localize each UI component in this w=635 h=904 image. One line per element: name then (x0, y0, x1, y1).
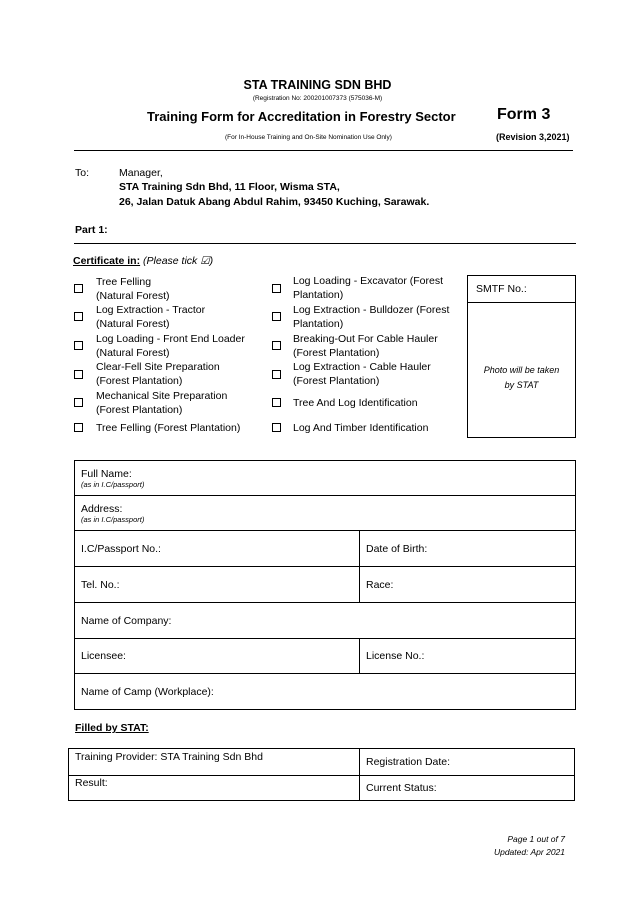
checkbox-log-extraction-tractor[interactable] (74, 312, 83, 321)
part-1-heading: Part 1: (75, 224, 108, 236)
option-breaking-out-cable: Breaking-Out For Cable Hauler (Forest Plantation) (293, 333, 438, 359)
form-title: Training Form for Accreditation in Forestry Sector (147, 109, 456, 124)
checkbox-log-timber-identification[interactable] (272, 423, 281, 432)
option-log-loading-front-end: Log Loading - Front End Loader (Natural Forest) (96, 333, 245, 359)
stat-table (68, 748, 575, 801)
header-divider (74, 150, 573, 151)
company-name-field[interactable]: Name of Company: (75, 603, 576, 639)
option-log-extraction-bulldozer: Log Extraction - Bulldozer (Forest Plantation) (293, 304, 450, 330)
registration-number: (Registration No: 200201007373 (575036-M) (252, 95, 383, 102)
use-note: (For In-House Training and On-Site Nomination Use Only) (225, 134, 392, 141)
tel-no-field[interactable]: Tel. No.: (75, 567, 360, 603)
certificate-label (73, 255, 213, 267)
option-log-extraction-tractor: Log Extraction - Tractor (Natural Forest) (96, 304, 206, 330)
option-tree-felling-natural: Tree Felling (Natural Forest) (96, 276, 170, 302)
option-mechanical-site: Mechanical Site Preparation (Forest Plantation) (96, 390, 228, 416)
checkbox-log-extraction-bulldozer[interactable] (272, 312, 281, 321)
page-number: Page 1 out of 7 (507, 834, 565, 844)
checkbox-breaking-out-cable[interactable] (272, 341, 281, 350)
certificate-hint: (Please tick ☑) (143, 255, 214, 267)
smtf-number-label: SMTF No.: (468, 276, 575, 303)
company-name: STA TRAINING SDN BHD (243, 78, 392, 92)
training-provider-field[interactable]: Training Provider: STA Training Sdn Bhd (69, 749, 360, 776)
photo-box (467, 275, 576, 438)
updated-date: Updated: Apr 2021 (493, 847, 565, 857)
checkbox-log-extraction-cable[interactable] (272, 370, 281, 379)
checkbox-tree-felling-natural[interactable] (74, 284, 83, 293)
form-number: Form 3 (497, 106, 551, 123)
revision: (Revision 3,2021) (496, 132, 570, 142)
filled-by-stat-heading: Filled by STAT: (75, 722, 149, 734)
ic-passport-field[interactable]: I.C/Passport No.: (75, 531, 360, 567)
recipient-line-2: STA Training Sdn Bhd, 11 Floor, Wisma STA, (119, 181, 340, 193)
result-field[interactable]: Result: (69, 776, 360, 801)
date-of-birth-field[interactable]: Date of Birth: (360, 531, 576, 567)
option-clear-fell-site: Clear-Fell Site Preparation (Forest Plantation) (96, 361, 220, 387)
recipient-line-3: 26, Jalan Datuk Abang Abdul Rahim, 93450 Kuching, Sarawak. (119, 196, 430, 208)
to-label: To: (75, 167, 90, 179)
checkbox-mechanical-site[interactable] (74, 398, 83, 407)
checkbox-log-loading-excavator[interactable] (272, 284, 281, 293)
registration-date-field[interactable]: Registration Date: (360, 749, 575, 776)
checkbox-clear-fell-site[interactable] (74, 370, 83, 379)
address-field[interactable]: Address: (as in I.C/passport) (75, 496, 576, 531)
camp-name-field[interactable]: Name of Camp (Workplace): (75, 674, 576, 710)
license-no-field[interactable]: License No.: (360, 639, 576, 674)
recipient-line-1: Manager, (119, 167, 163, 179)
option-log-extraction-cable: Log Extraction - Cable Hauler (Forest Plantation) (293, 361, 431, 387)
checkbox-log-loading-front-end[interactable] (74, 341, 83, 350)
licensee-field[interactable]: Licensee: (75, 639, 360, 674)
checkbox-tree-felling-plantation[interactable] (74, 423, 83, 432)
option-log-timber-identification: Log And Timber Identification (293, 422, 429, 434)
certificate-heading: Certificate in: (73, 255, 141, 267)
race-field[interactable]: Race: (360, 567, 576, 603)
photo-note: Photo will be taken by STAT (483, 365, 560, 390)
option-tree-felling-plantation: Tree Felling (Forest Plantation) (96, 422, 241, 434)
option-tree-log-identification: Tree And Log Identification (293, 397, 418, 409)
personal-details-table (74, 460, 576, 710)
option-log-loading-excavator: Log Loading - Excavator (Forest Plantation) (293, 275, 443, 301)
part-divider (74, 243, 576, 244)
checkbox-tree-log-identification[interactable] (272, 398, 281, 407)
current-status-field[interactable]: Current Status: (360, 776, 575, 801)
full-name-field[interactable]: Full Name: (as in I.C/passport) (75, 461, 576, 496)
